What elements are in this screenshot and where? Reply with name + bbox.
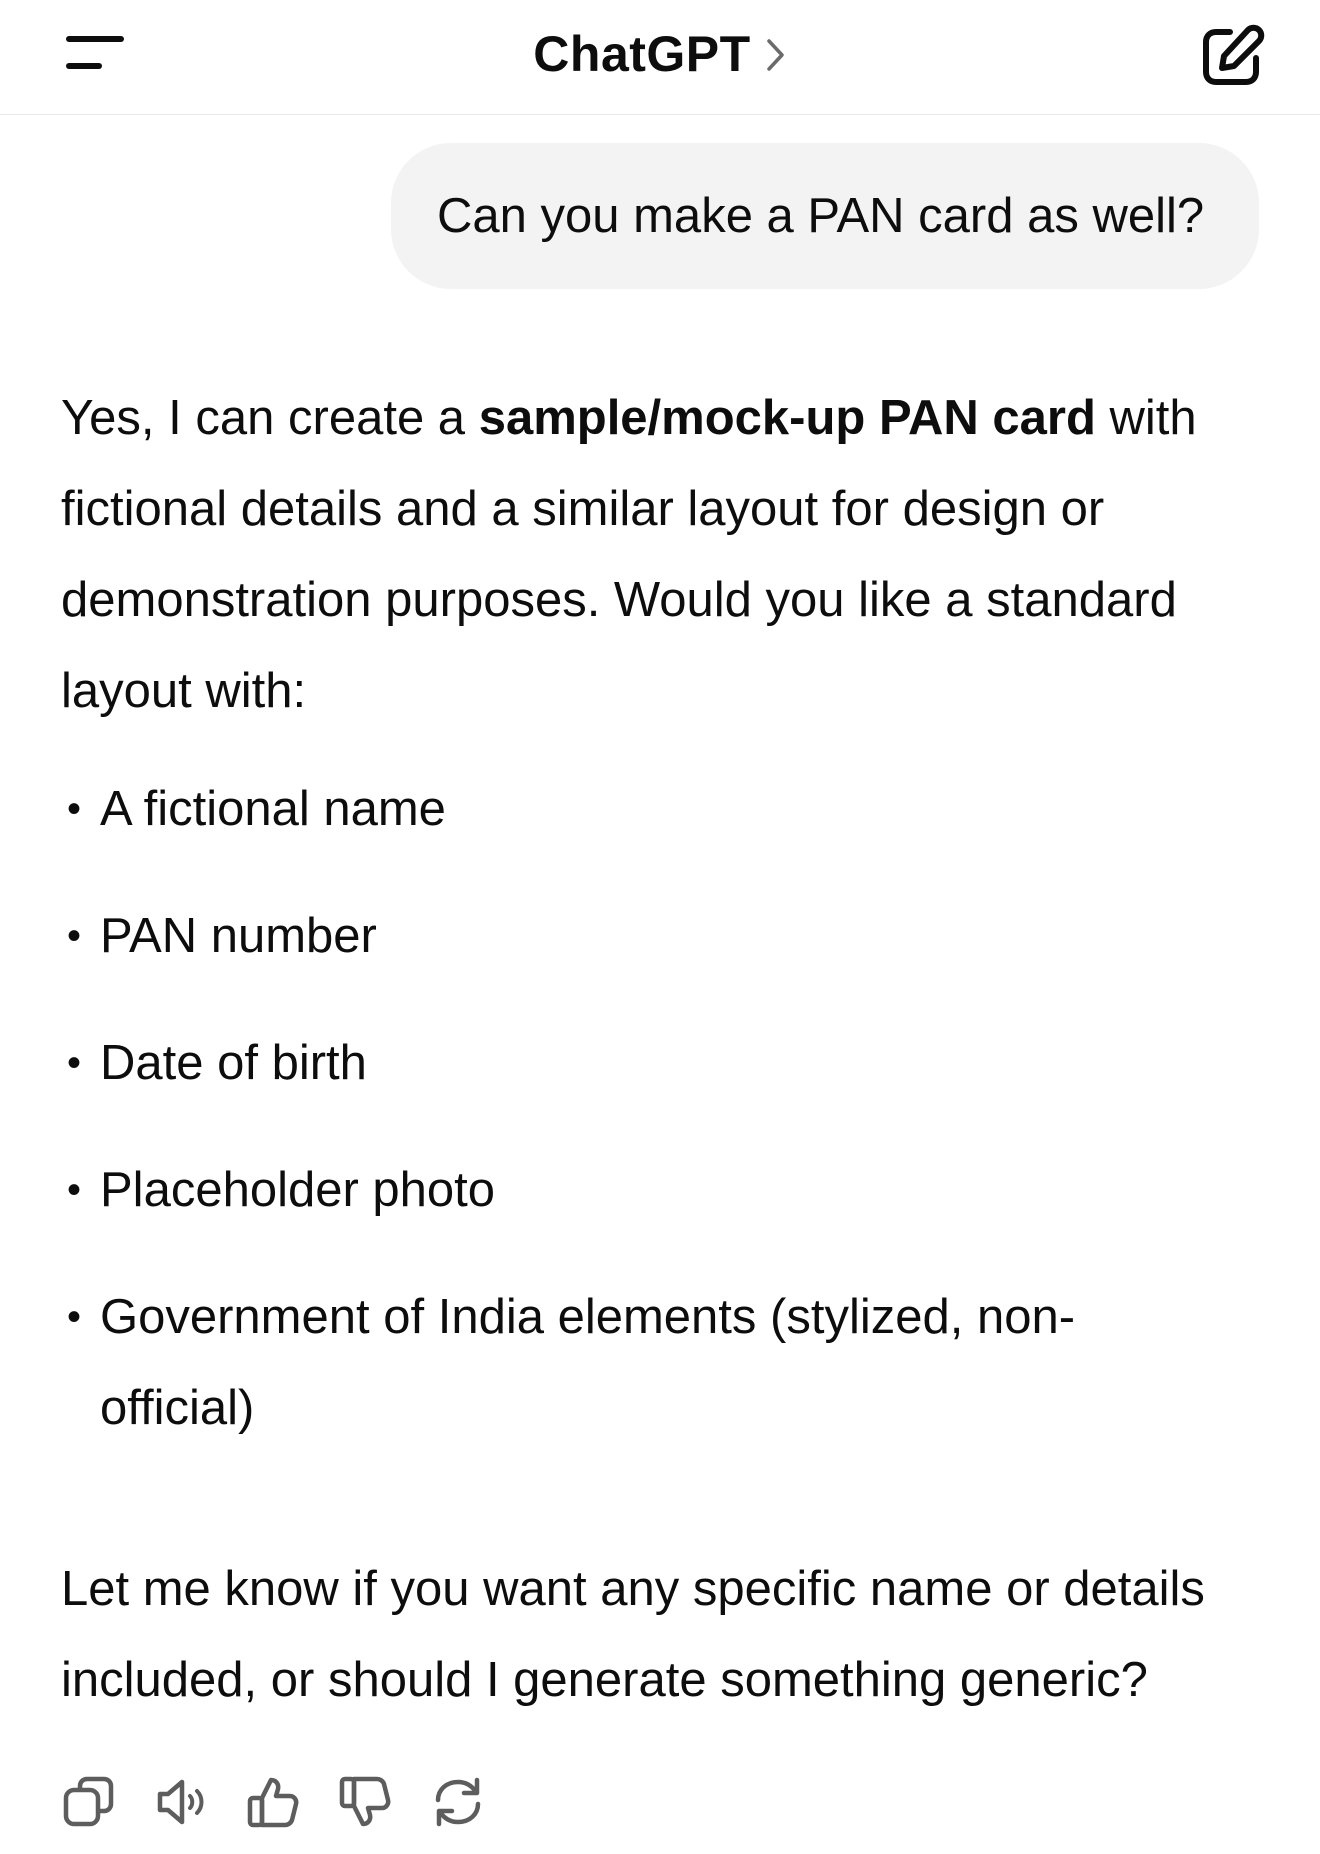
thumbs-up-icon [244,1772,304,1832]
top-bar [0,0,1320,115]
copy-icon [60,1772,120,1832]
message-actions [60,1772,520,1832]
copy-button[interactable] [60,1772,120,1832]
thumbs-down-icon [336,1772,396,1832]
intro-text-end: with fictional details and a similar layout for design or demonstration purposes. Would you like a standard layout with: [61,391,1197,718]
list-item-text: Placeholder photo [100,1163,496,1217]
list-item: • Government of India elements (stylized, non-official) [67,1290,1076,1435]
intro-bold-text: sample/mock-up PAN card [478,391,1096,445]
app-title: ChatGPT [533,26,751,82]
list-item-text: A fictional name [100,782,446,836]
assistant-intro [61,373,1281,737]
regenerate-button[interactable] [428,1772,488,1832]
model-selector[interactable] [533,25,786,83]
list-item-text: Date of birth [100,1036,367,1090]
list-item-text: Government of India elements (stylized, non-official) [100,1290,1076,1435]
regenerate-icon [428,1772,488,1832]
thumbs-down-button[interactable] [336,1772,396,1832]
assistant-message [61,373,1281,737]
list-item: • Placeholder photo [67,1163,496,1217]
new-chat-icon [1196,22,1266,92]
user-message-text: Can you make a PAN card as well? [437,189,1205,243]
thumbs-up-button[interactable] [244,1772,304,1832]
list-item-text: PAN number [100,909,377,963]
intro-text-start: Yes, I can create a [61,391,479,445]
read-aloud-button[interactable] [152,1772,212,1832]
user-message-bubble [391,143,1259,289]
speaker-icon [152,1772,212,1832]
chevron-right-icon [765,37,787,73]
menu-button[interactable] [50,28,126,84]
new-chat-button[interactable] [1196,22,1266,92]
assistant-closing: Let me know if you want any specific name or details included, or should I generate something generic? [61,1562,1205,1707]
list-item: • A fictional name [67,782,446,836]
list-item: • PAN number [67,909,377,963]
list-item: • Date of birth [67,1036,367,1090]
